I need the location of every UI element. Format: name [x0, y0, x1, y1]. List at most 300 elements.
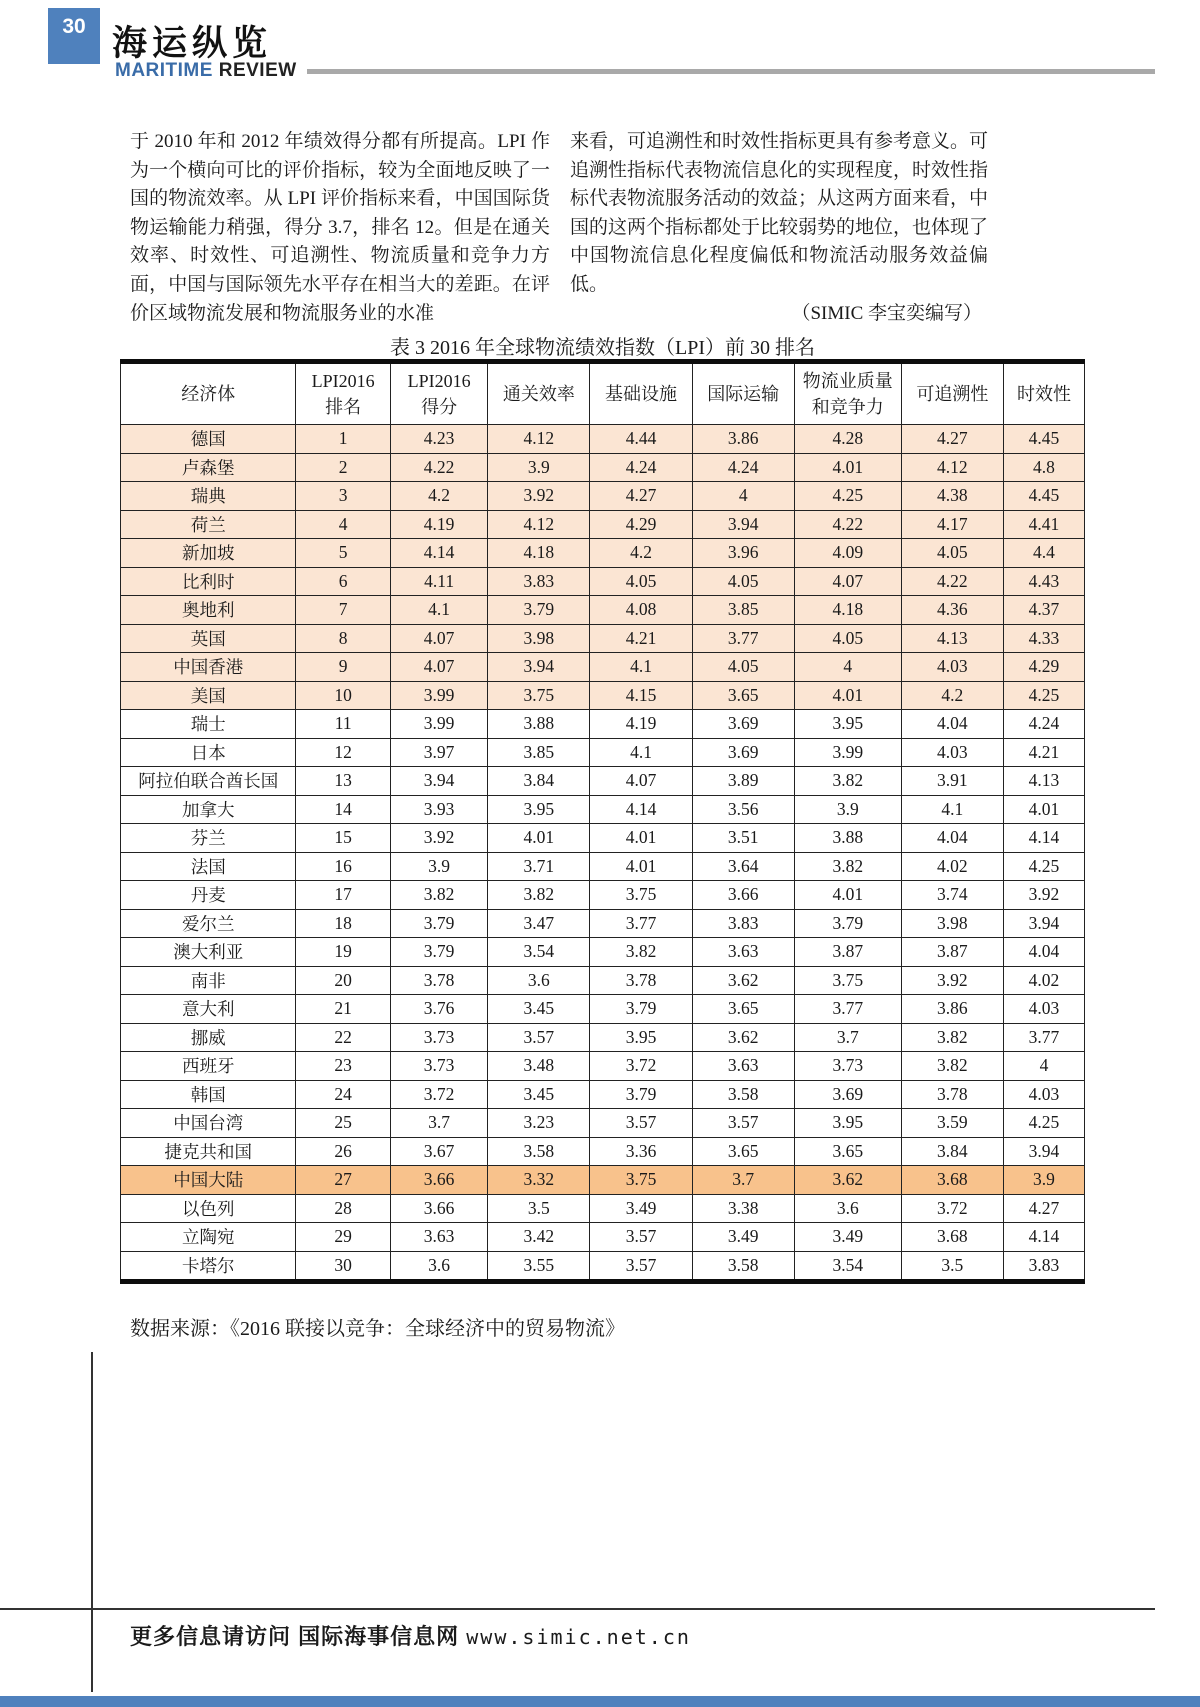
table-cell: 4.13 — [901, 624, 1003, 653]
table-cell: 4 — [692, 482, 794, 511]
table-cell: 3.32 — [488, 1166, 590, 1195]
table-cell: 美国 — [121, 681, 296, 710]
table-cell: 4.38 — [901, 482, 1003, 511]
table-cell: 3.79 — [590, 995, 692, 1024]
table-cell: 4.12 — [901, 453, 1003, 482]
table-cell: 4.02 — [901, 852, 1003, 881]
table-cell: 3.62 — [692, 1023, 794, 1052]
table-cell: 3.79 — [390, 909, 487, 938]
table-cell: 4 — [794, 653, 901, 682]
table-cell: 3.82 — [794, 852, 901, 881]
table-cell: 4.25 — [1003, 852, 1084, 881]
table-cell: 23 — [296, 1052, 390, 1081]
table-row — [121, 510, 1085, 539]
table-cell: 3.75 — [590, 881, 692, 910]
table-cell: 3.62 — [794, 1166, 901, 1195]
table-cell: 3.7 — [794, 1023, 901, 1052]
table-cell: 26 — [296, 1137, 390, 1166]
table-cell: 3.56 — [692, 795, 794, 824]
column-divider-line — [91, 1352, 93, 1692]
table-cell: 3.78 — [390, 966, 487, 995]
table-cell: 3.71 — [488, 852, 590, 881]
table-row — [121, 1251, 1085, 1282]
table-cell: 3.87 — [794, 938, 901, 967]
table-cell: 4.07 — [590, 767, 692, 796]
table-cell: 4.2 — [901, 681, 1003, 710]
table-cell: 3.7 — [390, 1109, 487, 1138]
table-cell: 荷兰 — [121, 510, 296, 539]
table-cell: 3.69 — [692, 710, 794, 739]
table-row — [121, 881, 1085, 910]
table-cell: 3.63 — [692, 938, 794, 967]
table-cell: 4.19 — [590, 710, 692, 739]
table-cell: 4.14 — [390, 539, 487, 568]
table-cell: 3.87 — [901, 938, 1003, 967]
table-cell: 3.65 — [794, 1137, 901, 1166]
table-cell: 4.01 — [794, 453, 901, 482]
column-header: 通关效率 — [488, 362, 590, 425]
table-cell: 24 — [296, 1080, 390, 1109]
table-cell: 11 — [296, 710, 390, 739]
table-cell: 5 — [296, 539, 390, 568]
table-cell: 3.94 — [1003, 1137, 1084, 1166]
table-cell: 3.79 — [794, 909, 901, 938]
table-cell: 以色列 — [121, 1194, 296, 1223]
table-cell: 英国 — [121, 624, 296, 653]
table-cell: 德国 — [121, 425, 296, 454]
table-row — [121, 1080, 1085, 1109]
table-cell: 4.05 — [901, 539, 1003, 568]
table-cell: 3.49 — [692, 1223, 794, 1252]
table-cell: 3.96 — [692, 539, 794, 568]
table-cell: 澳大利亚 — [121, 938, 296, 967]
page-number: 30 — [62, 15, 86, 38]
masthead-title-cn: 海运纵览 — [112, 24, 273, 63]
table-cell: 4.14 — [590, 795, 692, 824]
table-cell: 3.77 — [794, 995, 901, 1024]
table-cell: 3.75 — [794, 966, 901, 995]
lpi-table — [120, 359, 1085, 1284]
table-cell: 芬兰 — [121, 824, 296, 853]
table-cell: 3.66 — [390, 1166, 487, 1195]
table-cell: 3.42 — [488, 1223, 590, 1252]
table-cell: 4.01 — [590, 824, 692, 853]
footer-text-cn: 更多信息请访问 国际海事信息网 — [130, 1624, 460, 1649]
table-cell: 6 — [296, 567, 390, 596]
table-cell: 4.27 — [1003, 1194, 1084, 1223]
footer-url: www.simic.net.cn — [466, 1625, 691, 1649]
table-cell: 3.36 — [590, 1137, 692, 1166]
table-cell: 3.92 — [1003, 881, 1084, 910]
masthead-en-black: REVIEW — [218, 60, 297, 81]
table-cell: 3.82 — [901, 1052, 1003, 1081]
table-cell: 3.97 — [390, 738, 487, 767]
table-cell: 3.66 — [692, 881, 794, 910]
article-left-column: 于 2010 年和 2012 年绩效得分都有所提高。LPI 作为一个横向可比的评价指标，较为全面地反映了一国的物流效率。从 LPI 评价指标来看，中国国际货物运输能力稍强，得分 3.7，排名 12。但是在通关效率、时效性、可追溯性、物流质量和竞争力方面，中国与国际领先水平存在相当大的差距。在评价区域物流发展和物流服务业的水准 — [130, 131, 550, 324]
table-cell: 21 — [296, 995, 390, 1024]
table-cell: 3.99 — [390, 681, 487, 710]
table-cell: 4.03 — [901, 653, 1003, 682]
table-row — [121, 995, 1085, 1024]
table-row — [121, 1194, 1085, 1223]
table-cell: 奥地利 — [121, 596, 296, 625]
table-cell: 4.03 — [1003, 995, 1084, 1024]
table-cell: 4.36 — [901, 596, 1003, 625]
table-cell: 4.03 — [1003, 1080, 1084, 1109]
table-row — [121, 938, 1085, 967]
table-cell: 4.25 — [1003, 1109, 1084, 1138]
table-cell: 3.83 — [692, 909, 794, 938]
table-cell: 4.1 — [590, 653, 692, 682]
table-row — [121, 966, 1085, 995]
table-cell: 4.01 — [590, 852, 692, 881]
table-cell: 3.83 — [1003, 1251, 1084, 1282]
column-header: 时效性 — [1003, 362, 1084, 425]
table-cell: 4.45 — [1003, 425, 1084, 454]
table-cell: 4.14 — [1003, 824, 1084, 853]
table-cell: 4.43 — [1003, 567, 1084, 596]
table-cell: 4.21 — [1003, 738, 1084, 767]
table-cell: 3.69 — [692, 738, 794, 767]
table-cell: 3.68 — [901, 1223, 1003, 1252]
column-header: 可追溯性 — [901, 362, 1003, 425]
table-cell: 3.84 — [901, 1137, 1003, 1166]
table-row — [121, 710, 1085, 739]
table-cell: 3.62 — [692, 966, 794, 995]
table-row — [121, 425, 1085, 454]
table-cell: 3.82 — [488, 881, 590, 910]
table-cell: 3.47 — [488, 909, 590, 938]
table-cell: 3.79 — [488, 596, 590, 625]
table-cell: 3.95 — [794, 1109, 901, 1138]
table-cell: 2 — [296, 453, 390, 482]
table-cell: 3.92 — [390, 824, 487, 853]
table-cell: 3.5 — [488, 1194, 590, 1223]
column-header: 国际运输 — [692, 362, 794, 425]
table-cell: 3.98 — [901, 909, 1003, 938]
table-cell: 3.57 — [590, 1251, 692, 1282]
table-cell: 3.58 — [488, 1137, 590, 1166]
table-row — [121, 567, 1085, 596]
table-cell: 3.88 — [794, 824, 901, 853]
table-cell: 29 — [296, 1223, 390, 1252]
table-cell: 7 — [296, 596, 390, 625]
table-cell: 3.23 — [488, 1109, 590, 1138]
table-cell: 3.74 — [901, 881, 1003, 910]
table-cell: 韩国 — [121, 1080, 296, 1109]
table-cell: 3.88 — [488, 710, 590, 739]
table-cell: 4.05 — [692, 653, 794, 682]
table-cell: 4.22 — [390, 453, 487, 482]
table-cell: 10 — [296, 681, 390, 710]
table-cell: 3.45 — [488, 995, 590, 1024]
table-cell: 3.45 — [488, 1080, 590, 1109]
table-cell: 8 — [296, 624, 390, 653]
table-cell: 3.78 — [901, 1080, 1003, 1109]
table-header-row — [121, 362, 1085, 425]
table-cell: 3.72 — [390, 1080, 487, 1109]
table-cell: 3.94 — [488, 653, 590, 682]
table-cell: 4.22 — [901, 567, 1003, 596]
table-cell: 4.01 — [488, 824, 590, 853]
table-cell: 4.44 — [590, 425, 692, 454]
table-cell: 4.07 — [390, 624, 487, 653]
table-cell: 3.6 — [488, 966, 590, 995]
table-cell: 17 — [296, 881, 390, 910]
table-cell: 3.99 — [794, 738, 901, 767]
table-cell: 4.24 — [1003, 710, 1084, 739]
table-cell: 3.67 — [390, 1137, 487, 1166]
table-cell: 瑞士 — [121, 710, 296, 739]
table-cell: 3.49 — [590, 1194, 692, 1223]
table-cell: 3.77 — [692, 624, 794, 653]
table-cell: 4.07 — [794, 567, 901, 596]
table-cell: 4.08 — [590, 596, 692, 625]
table-cell: 比利时 — [121, 567, 296, 596]
table-cell: 14 — [296, 795, 390, 824]
bottom-bar — [0, 1696, 1200, 1707]
table-cell: 4 — [1003, 1052, 1084, 1081]
table-row — [121, 738, 1085, 767]
table-cell: 4.04 — [1003, 938, 1084, 967]
table-cell: 3.92 — [488, 482, 590, 511]
table-cell: 4.45 — [1003, 482, 1084, 511]
table-cell: 中国大陆 — [121, 1166, 296, 1195]
table-cell: 3.86 — [692, 425, 794, 454]
table-title: 表 3 2016 年全球物流绩效指数（LPI）前 30 排名 — [390, 337, 815, 359]
table-cell: 4.41 — [1003, 510, 1084, 539]
table-cell: 9 — [296, 653, 390, 682]
table-cell: 4.05 — [692, 567, 794, 596]
table-cell: 挪威 — [121, 1023, 296, 1052]
table-cell: 4.17 — [901, 510, 1003, 539]
column-header: LPI2016 得分 — [390, 362, 487, 425]
table-cell: 3.38 — [692, 1194, 794, 1223]
table-cell: 4.01 — [1003, 795, 1084, 824]
table-cell: 卢森堡 — [121, 453, 296, 482]
table-cell: 4.01 — [794, 681, 901, 710]
footer-divider-line — [0, 1608, 1155, 1610]
table-cell: 卡塔尔 — [121, 1251, 296, 1282]
table-cell: 4.1 — [590, 738, 692, 767]
table-cell: 3.51 — [692, 824, 794, 853]
table-cell: 捷克共和国 — [121, 1137, 296, 1166]
column-header: 物流业质量 和竞争力 — [794, 362, 901, 425]
table-cell: 3.82 — [901, 1023, 1003, 1052]
table-cell: 4.8 — [1003, 453, 1084, 482]
table-cell: 3.57 — [590, 1109, 692, 1138]
table-cell: 22 — [296, 1023, 390, 1052]
table-cell: 3.69 — [794, 1080, 901, 1109]
table-cell: 4.24 — [590, 453, 692, 482]
table-cell: 3.55 — [488, 1251, 590, 1282]
table-row — [121, 1052, 1085, 1081]
table-cell: 3.48 — [488, 1052, 590, 1081]
table-row — [121, 624, 1085, 653]
table-cell: 4.15 — [590, 681, 692, 710]
table-cell: 3.94 — [1003, 909, 1084, 938]
table-cell: 4.18 — [488, 539, 590, 568]
table-cell: 立陶宛 — [121, 1223, 296, 1252]
table-row — [121, 852, 1085, 881]
table-cell: 3.7 — [692, 1166, 794, 1195]
table-cell: 3.5 — [901, 1251, 1003, 1282]
table-cell: 4.25 — [1003, 681, 1084, 710]
table-cell: 4.33 — [1003, 624, 1084, 653]
table-row — [121, 653, 1085, 682]
table-cell: 3.65 — [692, 1137, 794, 1166]
table-cell: 4.02 — [1003, 966, 1084, 995]
table-cell: 3.72 — [590, 1052, 692, 1081]
table-cell: 日本 — [121, 738, 296, 767]
table-cell: 28 — [296, 1194, 390, 1223]
table-cell: 3.9 — [488, 453, 590, 482]
masthead-title-en — [115, 60, 297, 82]
table-cell: 4.05 — [590, 567, 692, 596]
table-cell: 4.24 — [692, 453, 794, 482]
table-cell: 3.58 — [692, 1080, 794, 1109]
table-cell: 3.95 — [488, 795, 590, 824]
table-cell: 加拿大 — [121, 795, 296, 824]
table-cell: 4.19 — [390, 510, 487, 539]
table-cell: 阿拉伯联合酋长国 — [121, 767, 296, 796]
table-cell: 3.9 — [794, 795, 901, 824]
table-cell: 4.21 — [590, 624, 692, 653]
table-cell: 3.9 — [1003, 1166, 1084, 1195]
table-cell: 3.57 — [488, 1023, 590, 1052]
table-cell: 4 — [296, 510, 390, 539]
table-cell: 西班牙 — [121, 1052, 296, 1081]
table-cell: 3.54 — [488, 938, 590, 967]
table-cell: 3.94 — [692, 510, 794, 539]
table-cell: 3.98 — [488, 624, 590, 653]
table-cell: 4.14 — [1003, 1223, 1084, 1252]
table-cell: 3.93 — [390, 795, 487, 824]
table-cell: 1 — [296, 425, 390, 454]
table-cell: 法国 — [121, 852, 296, 881]
table-cell: 3.79 — [390, 938, 487, 967]
table-cell: 4.12 — [488, 510, 590, 539]
table-cell: 4.04 — [901, 824, 1003, 853]
table-cell: 中国台湾 — [121, 1109, 296, 1138]
table-cell: 4.25 — [794, 482, 901, 511]
masthead-en-blue: MARITIME — [115, 60, 213, 81]
table-cell: 3.65 — [692, 681, 794, 710]
table-cell: 中国香港 — [121, 653, 296, 682]
table-row — [121, 1223, 1085, 1252]
table-cell: 30 — [296, 1251, 390, 1282]
table-cell: 3.86 — [901, 995, 1003, 1024]
table-cell: 3.72 — [901, 1194, 1003, 1223]
table-cell: 3.57 — [590, 1223, 692, 1252]
table-cell: 3.6 — [794, 1194, 901, 1223]
table-cell: 3.89 — [692, 767, 794, 796]
table-cell: 3.95 — [794, 710, 901, 739]
table-cell: 3.95 — [590, 1023, 692, 1052]
table-cell: 意大利 — [121, 995, 296, 1024]
table-cell: 3.76 — [390, 995, 487, 1024]
table-cell: 27 — [296, 1166, 390, 1195]
masthead-divider — [307, 69, 1155, 74]
table-row — [121, 482, 1085, 511]
table-row — [121, 596, 1085, 625]
table-cell: 3.85 — [488, 738, 590, 767]
table-cell: 4.2 — [390, 482, 487, 511]
footer-text — [130, 1620, 691, 1651]
table-cell: 3.77 — [590, 909, 692, 938]
article-right-column — [570, 128, 988, 328]
table-cell: 3.73 — [390, 1023, 487, 1052]
table-cell: 3.84 — [488, 767, 590, 796]
table-row — [121, 539, 1085, 568]
table-cell: 3.68 — [901, 1166, 1003, 1195]
table-cell: 3.83 — [488, 567, 590, 596]
table-cell: 丹麦 — [121, 881, 296, 910]
table-row — [121, 795, 1085, 824]
table-cell: 3.57 — [692, 1109, 794, 1138]
table-cell: 16 — [296, 852, 390, 881]
table-cell: 4.22 — [794, 510, 901, 539]
table-cell: 3.58 — [692, 1251, 794, 1282]
table-cell: 3.75 — [488, 681, 590, 710]
article-byline: （SIMIC 李宝奕编写） — [791, 302, 982, 324]
table-cell: 13 — [296, 767, 390, 796]
table-cell: 3.54 — [794, 1251, 901, 1282]
table-cell: 3.59 — [901, 1109, 1003, 1138]
table-cell: 3.78 — [590, 966, 692, 995]
table-row — [121, 1109, 1085, 1138]
table-cell: 4.1 — [390, 596, 487, 625]
table-cell: 4.27 — [590, 482, 692, 511]
article-right-text: 来看，可追溯性和时效性指标更具有参考意义。可追溯性指标代表物流信息化的实现程度，时效性指标代表物流服务活动的效益；从这两方面来看，中国的这两个指标都处于比较弱势的地位，也体现了中国物流信息化程度偏低和物流活动服务效益偏低。 — [570, 131, 989, 295]
table-cell: 瑞典 — [121, 482, 296, 511]
table-cell: 12 — [296, 738, 390, 767]
table-cell: 4.04 — [901, 710, 1003, 739]
table-cell: 4.11 — [390, 567, 487, 596]
column-header: 经济体 — [121, 362, 296, 425]
table-cell: 18 — [296, 909, 390, 938]
table-cell: 新加坡 — [121, 539, 296, 568]
column-header: 基础设施 — [590, 362, 692, 425]
table-cell: 3.77 — [1003, 1023, 1084, 1052]
table-cell: 4.13 — [1003, 767, 1084, 796]
table-cell: 4.1 — [901, 795, 1003, 824]
table-cell: 3.82 — [390, 881, 487, 910]
table-cell: 3.79 — [590, 1080, 692, 1109]
table-cell: 3.73 — [390, 1052, 487, 1081]
table-cell: 4.2 — [590, 539, 692, 568]
table-cell: 3.99 — [390, 710, 487, 739]
table-cell: 25 — [296, 1109, 390, 1138]
table-cell: 4.29 — [590, 510, 692, 539]
table-cell: 3.73 — [794, 1052, 901, 1081]
table-cell: 4.18 — [794, 596, 901, 625]
table-cell: 4.37 — [1003, 596, 1084, 625]
table-cell: 爱尔兰 — [121, 909, 296, 938]
table-cell: 3.94 — [390, 767, 487, 796]
table-cell: 4.01 — [794, 881, 901, 910]
table-cell: 3.82 — [590, 938, 692, 967]
table-cell: 3.75 — [590, 1166, 692, 1195]
table-source: 数据来源：《2016 联接以竞争：全球经济中的贸易物流》 — [130, 1318, 625, 1340]
table-cell: 4.12 — [488, 425, 590, 454]
table-cell: 3.82 — [794, 767, 901, 796]
table-row — [121, 1023, 1085, 1052]
table-cell: 3.9 — [390, 852, 487, 881]
table-cell: 4.29 — [1003, 653, 1084, 682]
table-cell: 3.85 — [692, 596, 794, 625]
table-cell: 4.05 — [794, 624, 901, 653]
